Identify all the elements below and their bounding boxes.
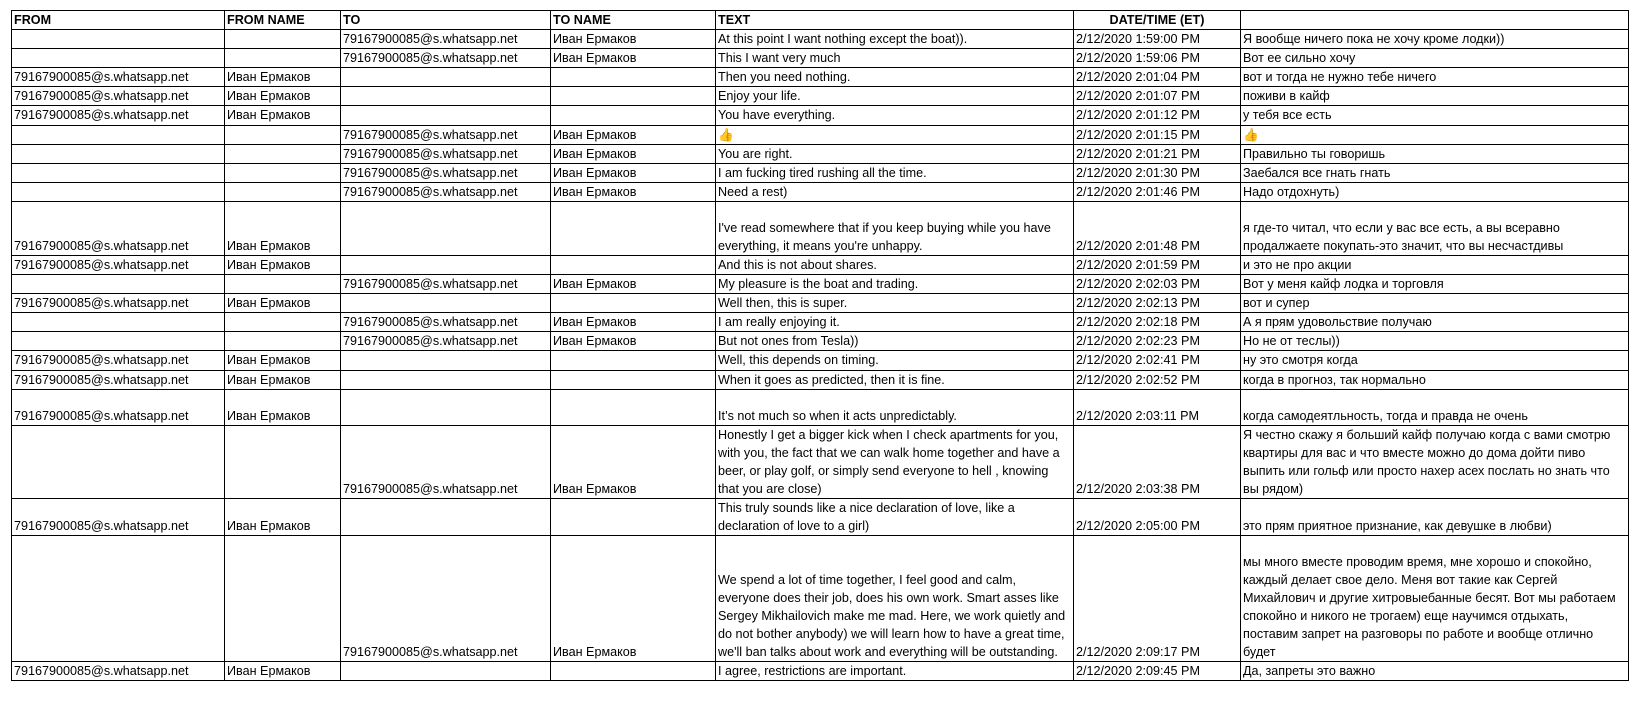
from-cell: 79167900085@s.whatsapp.net: [12, 389, 225, 425]
from-cell: [12, 536, 225, 662]
to-name-cell: [551, 662, 716, 681]
to-cell: [341, 255, 551, 274]
header-row: [12, 11, 1629, 30]
from-cell: 79167900085@s.whatsapp.net: [12, 351, 225, 370]
to-cell: [341, 498, 551, 535]
text-cell: I agree, restrictions are important.: [716, 662, 1074, 681]
original-cell: Вот ее сильно хочу: [1241, 49, 1629, 68]
from-name-cell: Иван Ермаков: [225, 351, 341, 370]
table-row: [12, 125, 1629, 144]
table-row: [12, 255, 1629, 274]
text-cell: Then you need nothing.: [716, 68, 1074, 87]
from-name-cell: [225, 125, 341, 144]
from-name-cell: [225, 536, 341, 662]
to-name-cell: Иван Ермаков: [551, 332, 716, 351]
header-to: TO: [341, 11, 551, 30]
to-name-cell: [551, 389, 716, 425]
to-cell: 79167900085@s.whatsapp.net: [341, 125, 551, 144]
to-cell: [341, 351, 551, 370]
original-cell: Я честно скажу я больший кайф получаю когда с вами смотрю квартиры для вас и что вместе можно до дома дойти пиво выпить или гольф или просто нахер асех послать но знать что вы рядом): [1241, 425, 1629, 498]
to-name-cell: Иван Ермаков: [551, 536, 716, 662]
to-name-cell: [551, 255, 716, 274]
from-name-cell: Иван Ермаков: [225, 498, 341, 535]
to-name-cell: Иван Ермаков: [551, 163, 716, 182]
datetime-cell: 2/12/2020 2:09:45 PM: [1074, 662, 1241, 681]
from-name-cell: Иван Ермаков: [225, 255, 341, 274]
from-name-cell: [225, 163, 341, 182]
original-cell: у тебя все есть: [1241, 106, 1629, 125]
to-name-cell: [551, 370, 716, 389]
datetime-cell: 2/12/2020 2:01:12 PM: [1074, 106, 1241, 125]
to-name-cell: Иван Ермаков: [551, 275, 716, 294]
text-cell: This I want very much: [716, 49, 1074, 68]
from-cell: 79167900085@s.whatsapp.net: [12, 662, 225, 681]
original-cell: вот и тогда не нужно тебе ничего: [1241, 68, 1629, 87]
from-name-cell: Иван Ермаков: [225, 106, 341, 125]
to-cell: 79167900085@s.whatsapp.net: [341, 182, 551, 201]
original-cell: А я прям удовольствие получаю: [1241, 313, 1629, 332]
to-name-cell: [551, 68, 716, 87]
text-cell: When it goes as predicted, then it is fine.: [716, 370, 1074, 389]
header-text: TEXT: [716, 11, 1074, 30]
to-cell: 79167900085@s.whatsapp.net: [341, 275, 551, 294]
from-cell: [12, 313, 225, 332]
original-cell: вот и супер: [1241, 294, 1629, 313]
table-row: [12, 30, 1629, 49]
from-name-cell: Иван Ермаков: [225, 201, 341, 255]
table-row: [12, 662, 1629, 681]
datetime-cell: 2/12/2020 2:02:13 PM: [1074, 294, 1241, 313]
table-row: [12, 498, 1629, 535]
to-cell: 79167900085@s.whatsapp.net: [341, 425, 551, 498]
table-row: [12, 106, 1629, 125]
header-from: FROM: [12, 11, 225, 30]
table-row: [12, 313, 1629, 332]
from-name-cell: [225, 313, 341, 332]
from-cell: 79167900085@s.whatsapp.net: [12, 370, 225, 389]
to-name-cell: Иван Ермаков: [551, 144, 716, 163]
text-cell: My pleasure is the boat and trading.: [716, 275, 1074, 294]
from-name-cell: Иван Ермаков: [225, 370, 341, 389]
from-name-cell: [225, 182, 341, 201]
from-cell: [12, 332, 225, 351]
text-cell: 👍: [716, 125, 1074, 144]
datetime-cell: 2/12/2020 1:59:00 PM: [1074, 30, 1241, 49]
to-cell: 79167900085@s.whatsapp.net: [341, 332, 551, 351]
text-cell: I am fucking tired rushing all the time.: [716, 163, 1074, 182]
to-name-cell: [551, 498, 716, 535]
to-name-cell: [551, 201, 716, 255]
datetime-cell: 2/12/2020 2:03:11 PM: [1074, 389, 1241, 425]
from-name-cell: Иван Ермаков: [225, 68, 341, 87]
to-cell: 79167900085@s.whatsapp.net: [341, 313, 551, 332]
text-cell: You are right.: [716, 144, 1074, 163]
text-cell: Well then, this is super.: [716, 294, 1074, 313]
to-name-cell: [551, 87, 716, 106]
text-cell: Honestly I get a bigger kick when I check apartments for you, with you, the fact that we can walk home together and have a beer, or play golf, or simply send everyone to hell , knowing that you are close): [716, 425, 1074, 498]
text-cell: It’s not much so when it acts unpredictably.: [716, 389, 1074, 425]
text-cell: This truly sounds like a nice declaration of love, like a declaration of love to a girl): [716, 498, 1074, 535]
datetime-cell: 2/12/2020 2:03:38 PM: [1074, 425, 1241, 498]
datetime-cell: 2/12/2020 2:09:17 PM: [1074, 536, 1241, 662]
from-cell: [12, 275, 225, 294]
text-cell: You have everything.: [716, 106, 1074, 125]
from-name-cell: [225, 30, 341, 49]
datetime-cell: 2/12/2020 2:01:59 PM: [1074, 255, 1241, 274]
datetime-cell: 2/12/2020 1:59:06 PM: [1074, 49, 1241, 68]
table-row: [12, 49, 1629, 68]
datetime-cell: 2/12/2020 2:02:23 PM: [1074, 332, 1241, 351]
to-cell: 79167900085@s.whatsapp.net: [341, 144, 551, 163]
text-cell: Need a rest): [716, 182, 1074, 201]
original-cell: и это не про акции: [1241, 255, 1629, 274]
to-cell: [341, 389, 551, 425]
text-cell: Enjoy your life.: [716, 87, 1074, 106]
to-name-cell: Иван Ермаков: [551, 30, 716, 49]
text-cell: And this is not about shares.: [716, 255, 1074, 274]
from-name-cell: [225, 144, 341, 163]
original-cell: Надо отдохнуть): [1241, 182, 1629, 201]
original-cell: Правильно ты говоришь: [1241, 144, 1629, 163]
to-cell: [341, 370, 551, 389]
original-cell: Заебался все гнать гнать: [1241, 163, 1629, 182]
from-name-cell: [225, 49, 341, 68]
from-cell: [12, 425, 225, 498]
to-name-cell: Иван Ермаков: [551, 313, 716, 332]
to-cell: 79167900085@s.whatsapp.net: [341, 536, 551, 662]
original-cell: когда самодеятльность, тогда и правда не очень: [1241, 389, 1629, 425]
text-cell: But not ones from Tesla)): [716, 332, 1074, 351]
table-row: [12, 201, 1629, 255]
original-cell: Вот у меня кайф лодка и торговля: [1241, 275, 1629, 294]
text-cell: I've read somewhere that if you keep buying while you have everything, it means you're unhappy.: [716, 201, 1074, 255]
from-name-cell: [225, 332, 341, 351]
text-cell: At this point I want nothing except the boat)).: [716, 30, 1074, 49]
original-cell: я где-то читал, что если у вас все есть, а вы всеравно продалжаете покупать-это значит, что вы несчастдивы: [1241, 201, 1629, 255]
table-row: [12, 68, 1629, 87]
datetime-cell: 2/12/2020 2:01:15 PM: [1074, 125, 1241, 144]
to-cell: 79167900085@s.whatsapp.net: [341, 30, 551, 49]
datetime-cell: 2/12/2020 2:02:52 PM: [1074, 370, 1241, 389]
to-cell: [341, 68, 551, 87]
from-name-cell: Иван Ермаков: [225, 294, 341, 313]
text-cell: We spend a lot of time together, I feel good and calm, everyone does their job, does his own work. Smart asses like Sergey Mikhailovich make me mad. Here, we work quietly and do not bother anybody) we will learn how to have a great time, we'll ban talks about work and everything will be outstanding.: [716, 536, 1074, 662]
original-cell: поживи в кайф: [1241, 87, 1629, 106]
header-datetime: DATE/TIME (ET): [1074, 11, 1241, 30]
to-name-cell: [551, 351, 716, 370]
table-row: [12, 370, 1629, 389]
from-cell: 79167900085@s.whatsapp.net: [12, 106, 225, 125]
table-row: [12, 87, 1629, 106]
message-table: [11, 10, 1629, 681]
table-row: [12, 182, 1629, 201]
text-cell: Well, this depends on timing.: [716, 351, 1074, 370]
table-row: [12, 332, 1629, 351]
original-cell: Но не от теслы)): [1241, 332, 1629, 351]
original-cell: Я вообще ничего пока не хочу кроме лодки)): [1241, 30, 1629, 49]
original-cell: ну это смотря когда: [1241, 351, 1629, 370]
to-name-cell: Иван Ермаков: [551, 425, 716, 498]
from-cell: [12, 49, 225, 68]
from-cell: 79167900085@s.whatsapp.net: [12, 201, 225, 255]
from-name-cell: Иван Ермаков: [225, 662, 341, 681]
header-original: [1241, 11, 1629, 30]
datetime-cell: 2/12/2020 2:02:03 PM: [1074, 275, 1241, 294]
to-cell: [341, 201, 551, 255]
from-name-cell: [225, 275, 341, 294]
table-row: [12, 425, 1629, 498]
datetime-cell: 2/12/2020 2:02:41 PM: [1074, 351, 1241, 370]
original-cell: когда в прогноз, так нормально: [1241, 370, 1629, 389]
table-row: [12, 389, 1629, 425]
to-name-cell: [551, 106, 716, 125]
table-row: [12, 351, 1629, 370]
table-row: [12, 144, 1629, 163]
datetime-cell: 2/12/2020 2:01:04 PM: [1074, 68, 1241, 87]
from-cell: 79167900085@s.whatsapp.net: [12, 255, 225, 274]
from-cell: [12, 182, 225, 201]
datetime-cell: 2/12/2020 2:01:21 PM: [1074, 144, 1241, 163]
header-from-name: FROM NAME: [225, 11, 341, 30]
table-row: [12, 536, 1629, 662]
from-cell: [12, 125, 225, 144]
to-cell: [341, 662, 551, 681]
to-cell: 79167900085@s.whatsapp.net: [341, 49, 551, 68]
from-name-cell: Иван Ермаков: [225, 87, 341, 106]
to-cell: 79167900085@s.whatsapp.net: [341, 163, 551, 182]
to-cell: [341, 106, 551, 125]
datetime-cell: 2/12/2020 2:02:18 PM: [1074, 313, 1241, 332]
from-name-cell: [225, 425, 341, 498]
from-cell: 79167900085@s.whatsapp.net: [12, 87, 225, 106]
to-name-cell: Иван Ермаков: [551, 125, 716, 144]
original-cell: это прям приятное признание, как девушке в любви): [1241, 498, 1629, 535]
from-cell: [12, 163, 225, 182]
to-cell: [341, 87, 551, 106]
header-to-name: TO NAME: [551, 11, 716, 30]
original-cell: 👍: [1241, 125, 1629, 144]
datetime-cell: 2/12/2020 2:01:07 PM: [1074, 87, 1241, 106]
to-cell: [341, 294, 551, 313]
text-cell: I am really enjoying it.: [716, 313, 1074, 332]
from-cell: 79167900085@s.whatsapp.net: [12, 294, 225, 313]
table-row: [12, 163, 1629, 182]
from-cell: [12, 144, 225, 163]
to-name-cell: [551, 294, 716, 313]
from-cell: [12, 30, 225, 49]
datetime-cell: 2/12/2020 2:01:48 PM: [1074, 201, 1241, 255]
to-name-cell: Иван Ермаков: [551, 182, 716, 201]
from-name-cell: Иван Ермаков: [225, 389, 341, 425]
to-name-cell: Иван Ермаков: [551, 49, 716, 68]
original-cell: мы много вместе проводим время, мне хорошо и спокойно, каждый делает свое дело. Меня вот такие как Сергей Михайлович и другие хитровыебанные бесят. Вот мы работаем спокойно и никого не трогаем) еще научимся отдыхать, поставим запрет на разговоры по работе и вообще отлично будет: [1241, 536, 1629, 662]
from-cell: 79167900085@s.whatsapp.net: [12, 68, 225, 87]
table-row: [12, 275, 1629, 294]
table-body: [12, 30, 1629, 681]
datetime-cell: 2/12/2020 2:01:46 PM: [1074, 182, 1241, 201]
from-cell: 79167900085@s.whatsapp.net: [12, 498, 225, 535]
datetime-cell: 2/12/2020 2:05:00 PM: [1074, 498, 1241, 535]
datetime-cell: 2/12/2020 2:01:30 PM: [1074, 163, 1241, 182]
table-row: [12, 294, 1629, 313]
original-cell: Да, запреты это важно: [1241, 662, 1629, 681]
